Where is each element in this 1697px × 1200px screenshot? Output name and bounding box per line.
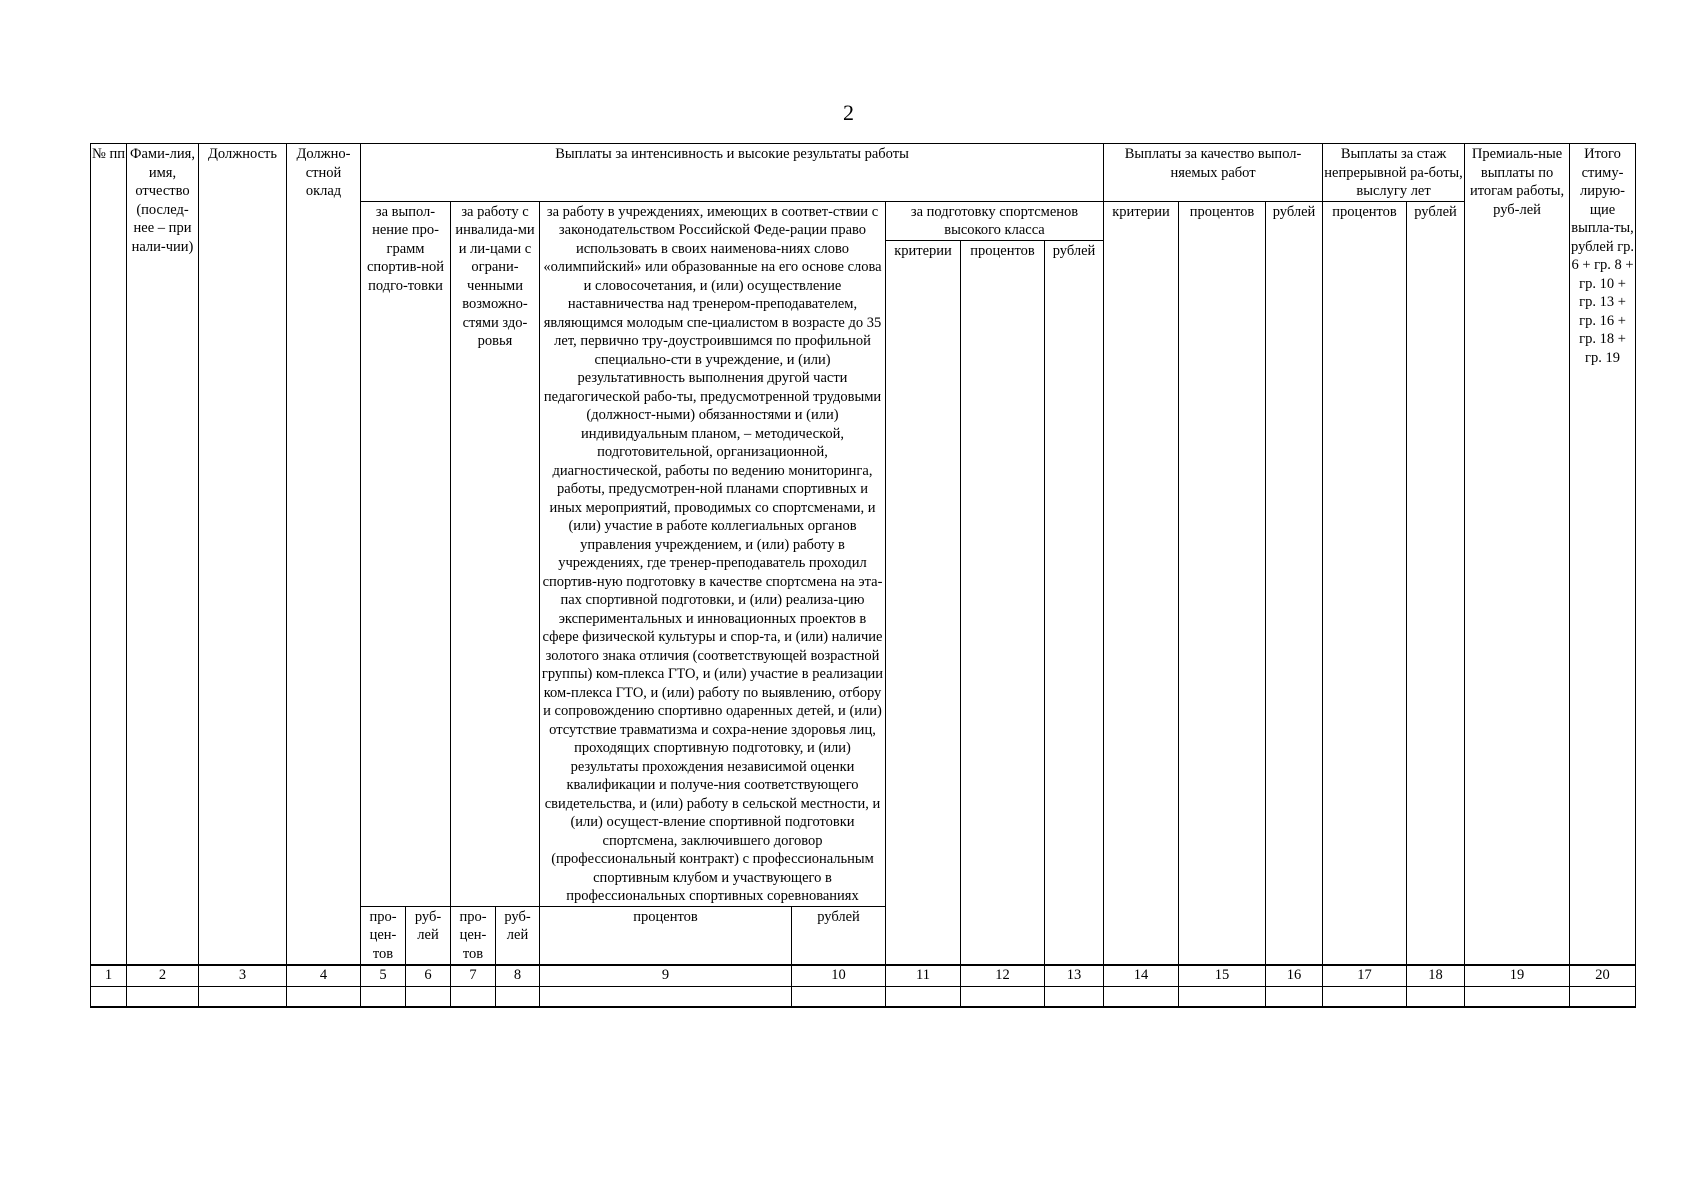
header-institutions: за работу в учреждениях, имеющих в соответ-ствии с законодательством Российской Феде-рации право использовать в своих наименова-ниях слово «олимпийский» или образованные на его основе слова и словосочетания, и (или) осуществление наставничества над тренером-преподавателем, являющимся молодым спе-циалистом в возрасте до 35 лет, первично тру-доустроившимся по профильной специально-сти в учреждение, и (или) результативность выполнения другой части педагогической рабо-ты, предусмотренной трудовыми (должност-ными) обязанностями и (или) индивидуальным планом, – методической, подготовительной, организационной, диагностической, работы по ведению мониторинга, работы, предусмотрен-ной планами спортивных и иных мероприятий, проводимых со спортсменами, и (или) участие в работе коллегиальных органов управления учреждением, и (или) работу в учреждениях, где тренер-преподаватель проходил спортив-ную подготовку в качестве спортсмена на эта-пах спортивной подготовки, и (или) реализа-цию экспериментальных и инновационных проектов в сфере физической культуры и спор-та, и (или) наличие золотого знака отличия (соответствующей возрастной группы) ком-плекса ГТО, и (или) участие в реализации ком-плекса ГТО, и (или) работу по выявлению, отбору и сопровождению спортивно одаренных детей, и (или) отсутствие травматизма и сохра-нение здоровья лиц, проходящих спортивную подготовку, и (или) результаты прохождения независимой оценки квалификации и получе-ния соответствующего свидетельства, и (или) работу в сельской местности, и (или) осущест-вление спортивной подготовки спортсмена, заключившего договор (профессиональный контракт) с профессиональным спортивным клубом и участвующего в профессиональных спортивных соревнованиях [540,201,886,906]
table-cell [406,986,451,1007]
table-cell [1407,986,1465,1007]
column-number: 9 [540,965,792,987]
table-cell [886,986,961,1007]
payments-table [90,143,1636,1008]
header-quality-percent: процентов [1179,201,1266,965]
header-programs-percent: про-цен-тов [361,906,406,965]
column-number: 7 [451,965,496,987]
column-number: 12 [961,965,1045,987]
column-number: 20 [1570,965,1636,987]
table-cell [1179,986,1266,1007]
header-disabled-rubles: руб-лей [496,906,540,965]
header-intensity-payments: Выплаты за интенсивность и высокие результаты работы [361,144,1104,202]
column-number: 13 [1045,965,1104,987]
header-seniority-payments: Выплаты за стаж непрерывной ра-боты, выслугу лет [1323,144,1465,202]
header-number: № пп [91,144,127,965]
header-athletes-criteria: критерии [886,240,961,965]
column-number: 4 [287,965,361,987]
table-cell [199,986,287,1007]
column-number: 11 [886,965,961,987]
header-quality-rubles: рублей [1266,201,1323,965]
column-number: 6 [406,965,451,987]
column-number: 8 [496,965,540,987]
header-seniority-rubles: рублей [1407,201,1465,965]
header-full-name: Фами-лия, имя, отчество (послед-нее – при нали-чии) [127,144,199,965]
table-cell [496,986,540,1007]
column-number: 17 [1323,965,1407,987]
header-institutions-rubles: рублей [792,906,886,965]
header-salary: Должно-стной оклад [287,144,361,965]
header-athletes-rubles: рублей [1045,240,1104,965]
column-number: 3 [199,965,287,987]
table-cell [91,986,127,1007]
table-cell [1570,986,1636,1007]
column-number: 14 [1104,965,1179,987]
column-number: 2 [127,965,199,987]
table-cell [540,986,792,1007]
table-cell [961,986,1045,1007]
header-disabled: за работу с инвалида-ми и ли-цами с ограни-ченными возможно-стями здо-ровья [451,201,540,906]
column-number: 15 [1179,965,1266,987]
table-row [91,986,1636,1007]
header-bonus-payments: Премиаль-ные выплаты по итогам работы, руб-лей [1465,144,1570,965]
header-quality-payments: Выплаты за качество выпол-няемых работ [1104,144,1323,202]
table-cell [792,986,886,1007]
table-cell [1266,986,1323,1007]
column-number: 16 [1266,965,1323,987]
table-cell [287,986,361,1007]
column-number: 1 [91,965,127,987]
column-number: 5 [361,965,406,987]
table-cell [1045,986,1104,1007]
table-cell [1465,986,1570,1007]
header-quality-criteria: критерии [1104,201,1179,965]
column-number: 19 [1465,965,1570,987]
page-number: 2 [843,100,854,125]
header-institutions-percent: процентов [540,906,792,965]
header-athletes: за подготовку спортсменов высокого класса [886,201,1104,240]
column-number: 10 [792,965,886,987]
header-programs: за выпол-нение про-грамм спортив-ной подго-товки [361,201,451,906]
header-programs-rubles: руб-лей [406,906,451,965]
header-disabled-percent: про-цен-тов [451,906,496,965]
table-cell [1323,986,1407,1007]
header-position: Должность [199,144,287,965]
table-cell [1104,986,1179,1007]
table-cell [451,986,496,1007]
column-number: 18 [1407,965,1465,987]
header-total: Итого стиму-лирую-щие выпла-ты, рублей гр. 6 + гр. 8 + гр. 10 + гр. 13 + гр. 16 + гр. 18 + гр. 19 [1570,144,1636,965]
table-cell [127,986,199,1007]
table-cell [361,986,406,1007]
column-number-row [91,965,1636,987]
header-seniority-percent: процентов [1323,201,1407,965]
header-athletes-percent: процентов [961,240,1045,965]
